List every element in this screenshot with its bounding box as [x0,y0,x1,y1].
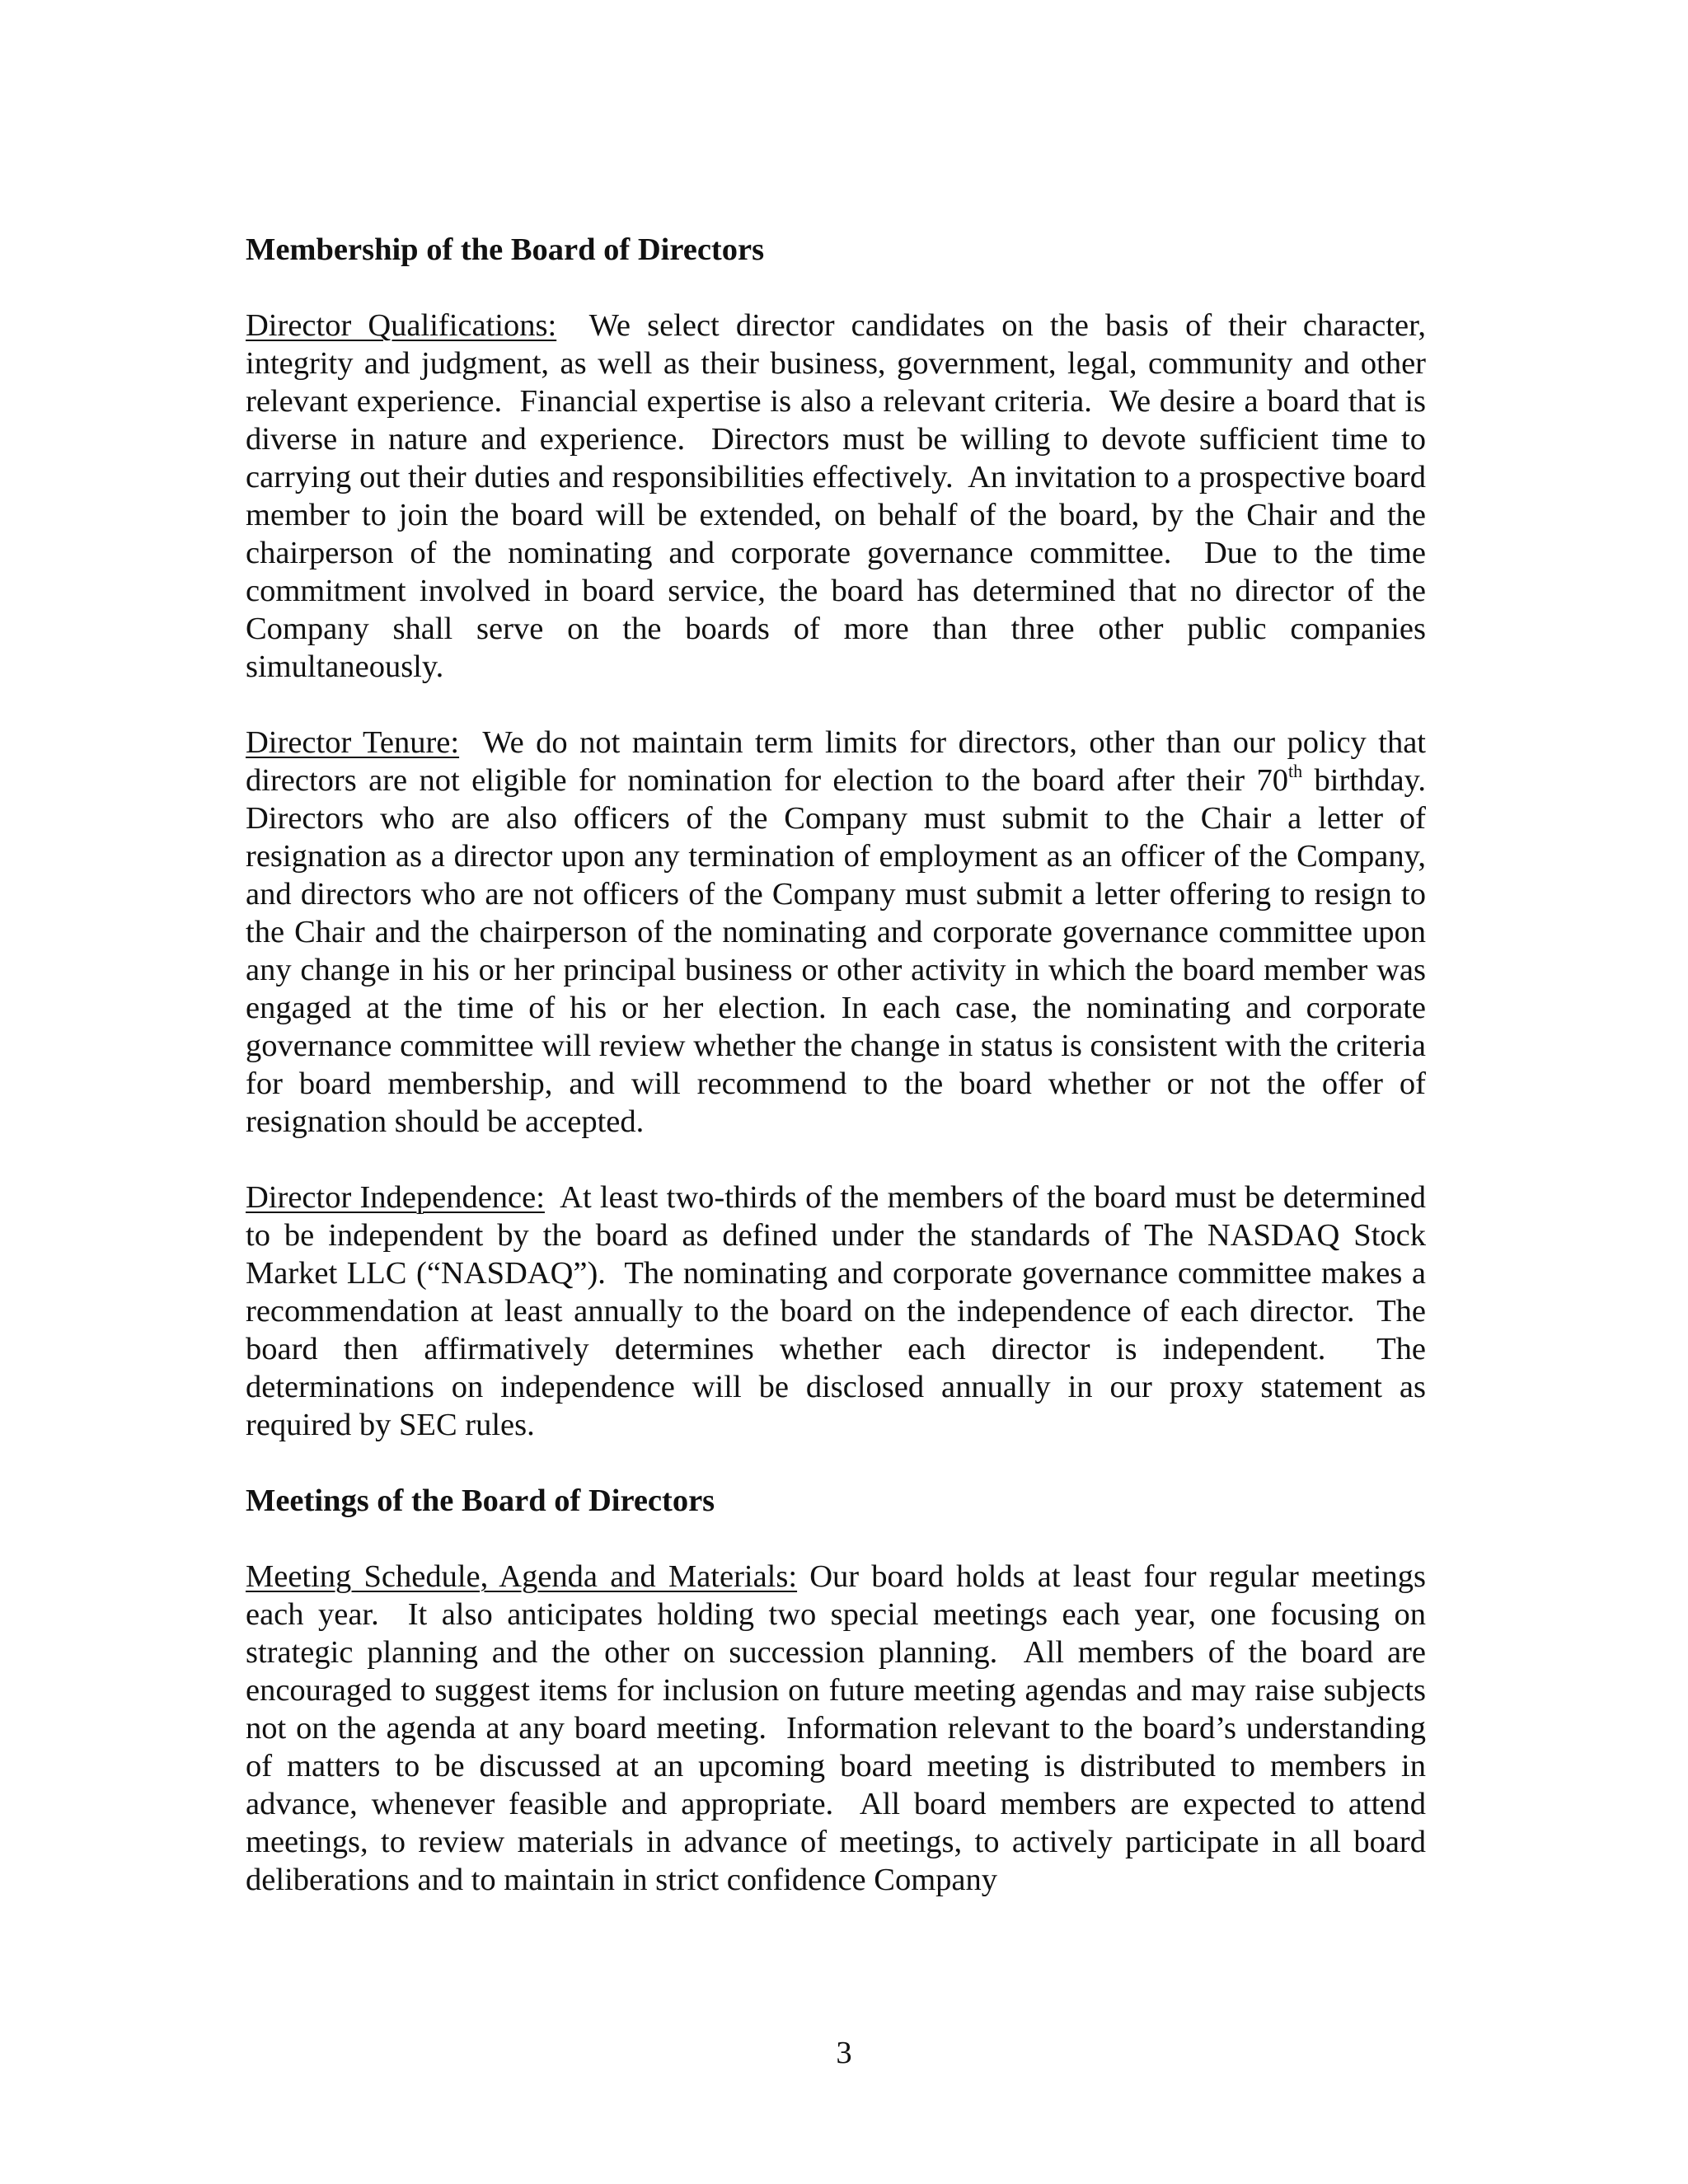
text-director-independence: At least two-thirds of the members of the board must be determined to be independent by the board as defined under the standards of The NASDAQ Stock Market LLC (“NASDAQ”). The nominating and corporate governance committee makes a recommendation at least annually to the board on the independence of each director. The board then affirmatively determines whether each director is independent. The determinations on independence will be disclosed annually in our proxy statement as required by SEC rules. [246,1180,1434,1442]
label-meeting-schedule: Meeting Schedule, Agenda and Materials: [246,1559,798,1594]
text-director-tenure-part1: We do not maintain term limits for directors, other than our policy that directors are not eligible for nomination for election to the board after their 70 [246,725,1434,798]
paragraph-director-independence [246,1179,1434,1444]
superscript-th: th [1288,761,1303,781]
paragraph-director-qualifications [246,307,1434,686]
label-director-independence: Director Independence: [246,1180,545,1215]
section-heading-meetings: Meetings of the Board of Directors [246,1483,715,1518]
text-director-tenure-part2: birthday. Directors who are also officers of the Company must submit to the Chair a letter of resignation as a director upon any termination of employment as an officer of the Company, and directors who are not officers of the Company must submit a letter offering to resign to the Chair and the chairperson of the nominating and corporate governance committee upon any change in his or her principal business or other activity in which the board member was engaged at the time of his or her election. In each case, the nominating and corporate governance committee will review whether the change in status is consistent with the criteria for board membership, and will recommend to the board whether or not the offer of resignation should be accepted. [246,763,1442,1139]
section-heading-membership: Membership of the Board of Directors [246,232,765,267]
paragraph-meeting-schedule [246,1558,1434,1899]
text-director-qualifications: We select director candidates on the basis of their character, integrity and judgment, as well as their business, government, legal, community and other relevant experience. Financial expertise is also a relevant criteria. We desire a board that is diverse in nature and experience. Directors must be willing to devote sufficient time to carrying out their duties and responsibilities effectively. An invitation to a prospective board member to join the board will be extended, on behalf of the board, by the Chair and the chairperson of the nominating and corporate governance committee. Due to the time commitment involved in board service, the board has determined that no director of the Company shall serve on the boards of more than three other public companies simultaneously. [246,308,1434,684]
paragraph-director-tenure [246,724,1442,1141]
label-director-qualifications: Director Qualifications: [246,308,557,343]
label-director-tenure: Director Tenure: [246,725,460,760]
document-page [246,231,1442,1899]
page-number: 3 [836,2036,852,2070]
text-meeting-schedule: Our board holds at least four regular meetings each year. It also anticipates holding two special meetings each year, one focusing on strategic planning and the other on succession planning. All members of the board are encouraged to suggest items for inclusion on future meeting agendas and may raise subjects not on the agenda at any board meeting. Information relevant to the board’s understanding of matters to be discussed at an upcoming board meeting is distributed to members in advance, whenever feasible and appropriate. All board members are expected to attend meetings, to review materials in advance of meetings, to actively participate in all board deliberations and to maintain in strict confidence Company [246,1559,1434,1897]
